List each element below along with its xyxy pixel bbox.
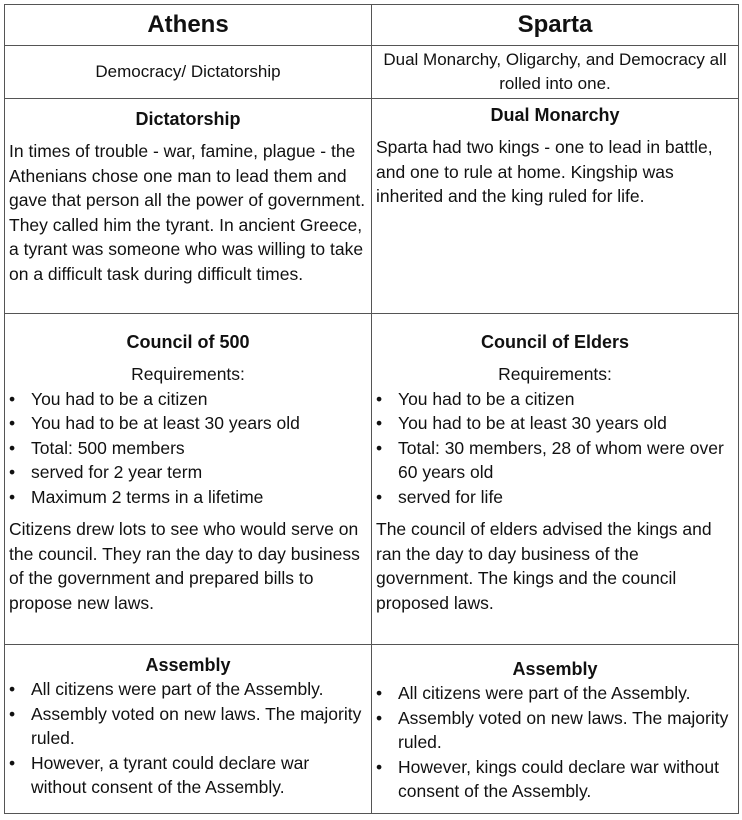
athens-requirements-list bbox=[9, 387, 367, 510]
list-item: • However, kings could declare war without consent of the Assembly. bbox=[376, 755, 734, 804]
sparta-council-cell bbox=[372, 314, 739, 645]
council-row bbox=[5, 314, 739, 645]
athens-council-title: Council of 500 bbox=[126, 332, 250, 352]
list-item: • served for life bbox=[376, 485, 734, 510]
athens-rule-title: Dictatorship bbox=[135, 109, 241, 129]
header-row bbox=[5, 5, 739, 46]
athens-assembly-list bbox=[9, 677, 367, 800]
athens-requirements-label: Requirements: bbox=[131, 364, 245, 384]
assembly-row bbox=[5, 645, 739, 814]
athens-government: Democracy/ Dictatorship bbox=[5, 46, 372, 99]
sparta-requirements-label: Requirements: bbox=[498, 364, 612, 384]
athens-rule-text: In times of trouble - war, famine, plague - the Athenians chose one man to lead them and gave that person all the power of government. They called him the tyrant. In ancient Greece, a tyrant was someone who was willing to take on a difficult task during difficult times. bbox=[9, 141, 366, 284]
list-item: • However, a tyrant could declare war without consent of the Assembly. bbox=[9, 751, 367, 800]
sparta-government: Dual Monarchy, Oligarchy, and Democracy all rolled into one. bbox=[372, 46, 739, 99]
list-item: • You had to be a citizen bbox=[9, 387, 367, 412]
sparta-assembly-title: Assembly bbox=[512, 659, 598, 679]
list-item: • You had to be at least 30 years old bbox=[376, 411, 734, 436]
sparta-rule-cell bbox=[372, 99, 739, 314]
sparta-council-text: The council of elders advised the kings and ran the day to day business of the government. The kings and the council proposed laws. bbox=[376, 519, 712, 613]
list-item: • served for 2 year term bbox=[9, 460, 367, 485]
athens-header: Athens bbox=[5, 5, 372, 46]
sparta-rule-title: Dual Monarchy bbox=[490, 105, 620, 125]
athens-council-cell bbox=[5, 314, 372, 645]
list-item: • Total: 30 members, 28 of whom were over 60 years old bbox=[376, 436, 734, 485]
athens-council-text: Citizens drew lots to see who would serve on the council. They ran the day to day business of the government and prepared bills to propose new laws. bbox=[9, 519, 360, 613]
sparta-rule-text: Sparta had two kings - one to lead in battle, and one to rule at home. Kingship was inherited and the king ruled for life. bbox=[376, 137, 713, 206]
government-row bbox=[5, 46, 739, 99]
list-item: • Maximum 2 terms in a lifetime bbox=[9, 485, 367, 510]
list-item: • All citizens were part of the Assembly. bbox=[9, 677, 367, 702]
sparta-requirements-list bbox=[376, 387, 734, 510]
list-item: • Assembly voted on new laws. The majority ruled. bbox=[376, 706, 734, 755]
list-item: • Assembly voted on new laws. The majority ruled. bbox=[9, 702, 367, 751]
sparta-assembly-cell bbox=[372, 645, 739, 814]
list-item: • Total: 500 members bbox=[9, 436, 367, 461]
list-item: • All citizens were part of the Assembly. bbox=[376, 681, 734, 706]
sparta-assembly-list bbox=[376, 681, 734, 804]
list-item: • You had to be a citizen bbox=[376, 387, 734, 412]
athens-assembly-cell bbox=[5, 645, 372, 814]
athens-assembly-title: Assembly bbox=[145, 655, 231, 675]
list-item: • You had to be at least 30 years old bbox=[9, 411, 367, 436]
athens-rule-cell bbox=[5, 99, 372, 314]
sparta-header: Sparta bbox=[372, 5, 739, 46]
rule-row bbox=[5, 99, 739, 314]
sparta-council-title: Council of Elders bbox=[480, 332, 630, 352]
comparison-table bbox=[4, 4, 739, 814]
